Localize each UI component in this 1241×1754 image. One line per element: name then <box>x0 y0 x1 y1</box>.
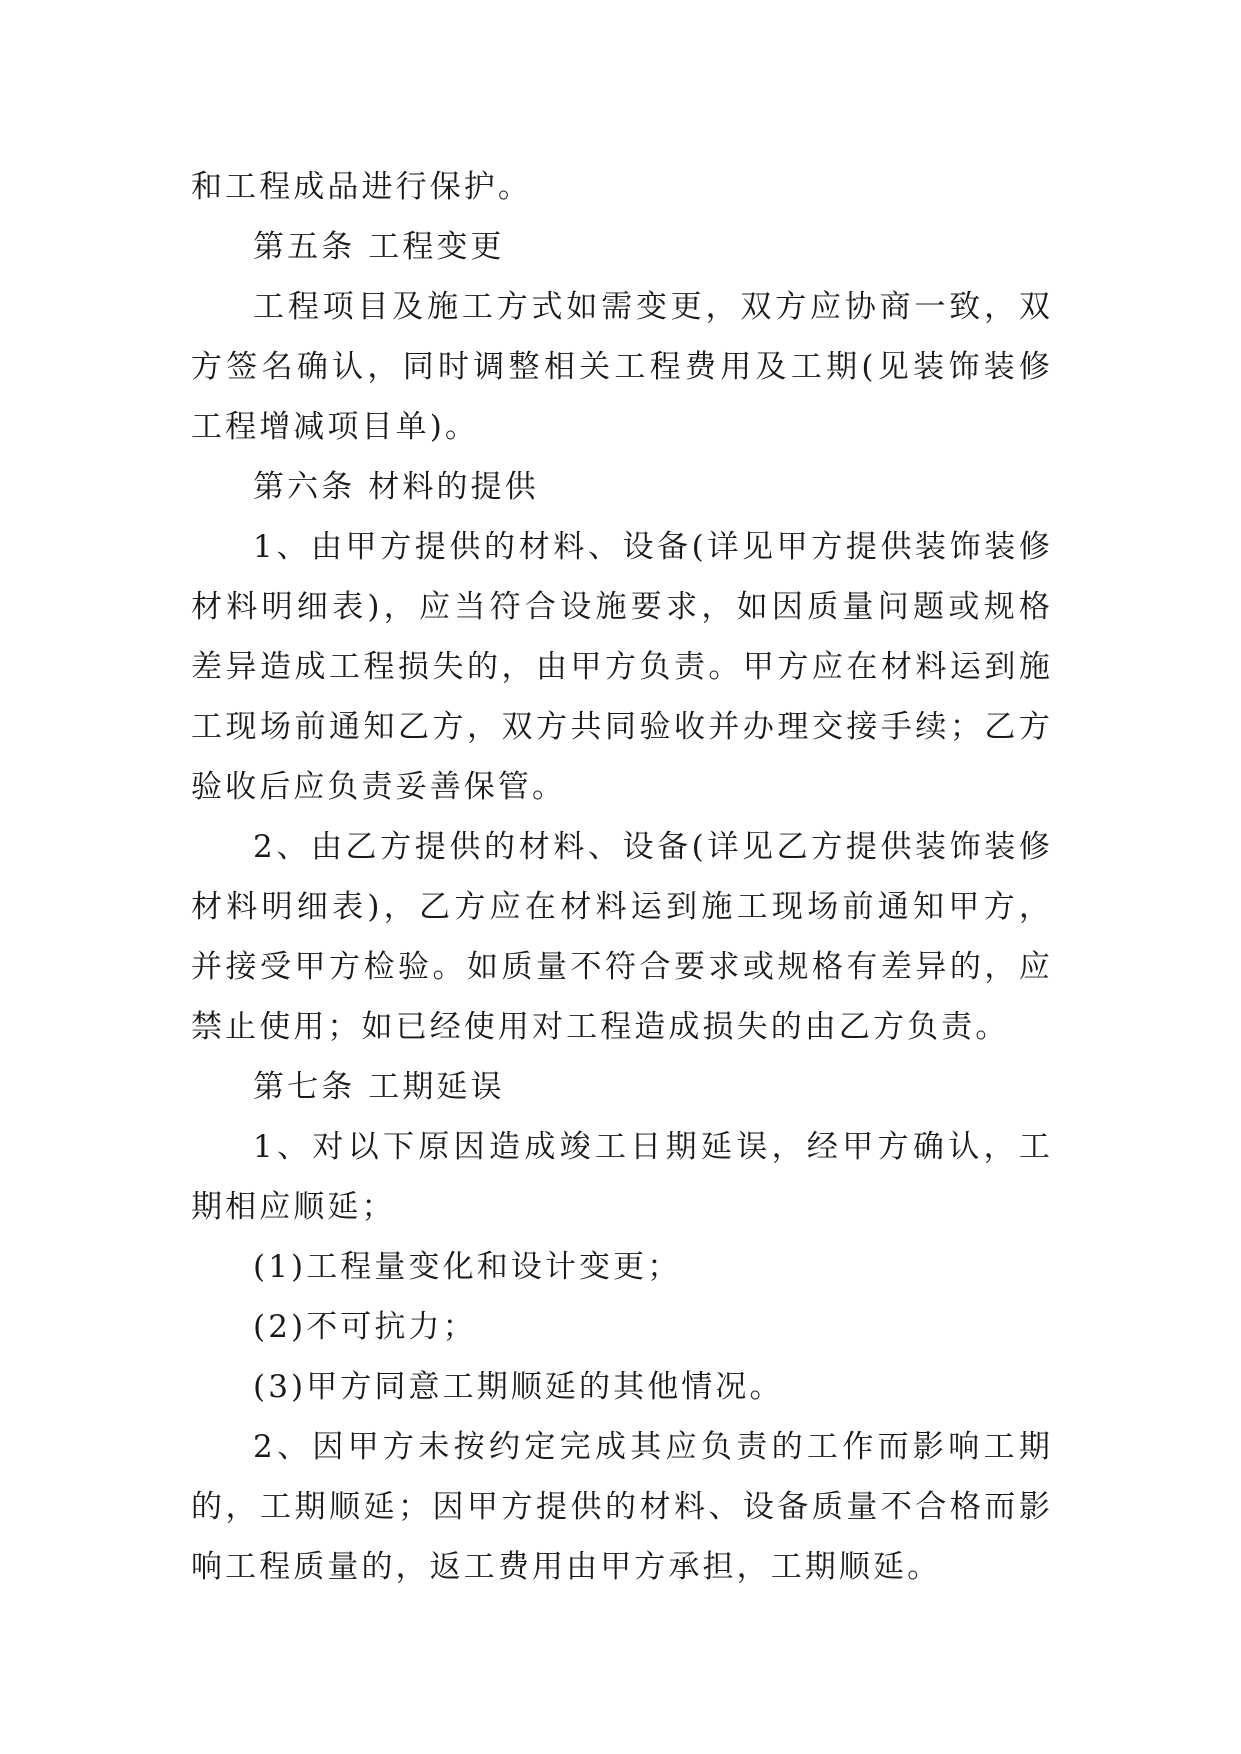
paragraph-continuation: 和工程成品进行保护。 <box>191 169 532 205</box>
article-7-subitem-2: (2)不可抗力； <box>253 1309 477 1345</box>
article-5-body: 工程项目及施工方式如需变更，双方应协商一致，双方签名确认，同时调整相关工程费用及工期(见装饰装修工程增减项目单)。 <box>191 289 1053 445</box>
article-7-heading: 第七条 工期延误 <box>253 1069 505 1105</box>
article-7-subitem-1: (1)工程量变化和设计变更； <box>253 1249 682 1285</box>
article-6-item-2: 2、由乙方提供的材料、设备(详见乙方提供装饰装修材料明细表)，乙方应在材料运到施工现场前通知甲方，并接受甲方检验。如质量不符合要求或规格有差异的，应禁止使用；如已经使用对工程造成损失的由乙方负责。 <box>191 829 1053 1045</box>
article-5-heading: 第五条 工程变更 <box>253 229 505 265</box>
article-7-subitem-3: (3)甲方同意工期顺延的其他情况。 <box>253 1369 784 1405</box>
article-6-heading: 第六条 材料的提供 <box>253 469 539 505</box>
article-7-item-2: 2、因甲方未按约定完成其应负责的工作而影响工期的，工期顺延；因甲方提供的材料、设备质量不合格而影响工程质量的，返工费用由甲方承担，工期顺延。 <box>191 1429 1053 1585</box>
article-7-item-1: 1、对以下原因造成竣工日期延误，经甲方确认，工期相应顺延； <box>191 1129 1053 1225</box>
document-body <box>191 157 1053 1597</box>
article-6-item-1: 1、由甲方提供的材料、设备(详见甲方提供装饰装修材料明细表)，应当符合设施要求，如因质量问题或规格差异造成工程损失的，由甲方负责。甲方应在材料运到施工现场前通知乙方，双方共同验收并办理交接手续；乙方验收后应负责妥善保管。 <box>191 529 1053 805</box>
